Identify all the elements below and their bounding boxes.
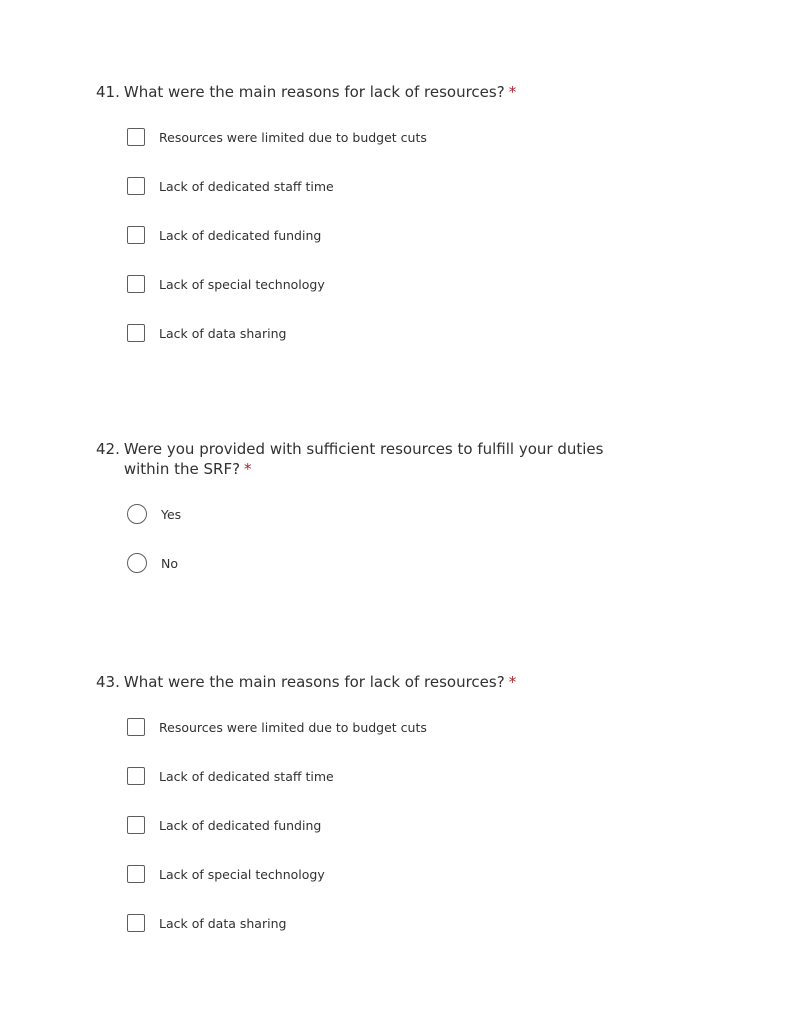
radio-button[interactable] — [127, 504, 147, 524]
question-title — [96, 82, 636, 102]
checkbox-group — [96, 127, 636, 343]
option-label: Lack of data sharing — [159, 915, 287, 931]
checkbox-group — [96, 717, 636, 933]
checkbox-option-budget-cuts[interactable] — [127, 127, 636, 147]
option-label: Lack of data sharing — [159, 325, 287, 341]
option-label: Yes — [161, 506, 182, 522]
checkbox-option-data-sharing[interactable] — [127, 323, 636, 343]
question-42 — [96, 439, 636, 573]
question-text: Were you provided with sufficient resources to fulfill your duties within the SRF? — [123, 440, 604, 478]
question-text: What were the main reasons for lack of resources? — [123, 673, 505, 691]
option-label: Resources were limited due to budget cuts — [159, 719, 427, 735]
question-title — [96, 439, 636, 479]
checkbox-option-technology[interactable] — [127, 274, 636, 294]
option-label: Lack of dedicated funding — [159, 817, 322, 833]
option-label: Lack of dedicated funding — [159, 227, 322, 243]
checkbox[interactable] — [127, 226, 145, 244]
checkbox[interactable] — [127, 177, 145, 195]
question-title — [96, 672, 636, 692]
option-label: Lack of special technology — [159, 866, 325, 882]
question-number: 42. — [96, 440, 120, 458]
required-indicator: * — [508, 83, 517, 101]
required-indicator: * — [508, 673, 517, 691]
checkbox-option-technology[interactable] — [127, 864, 636, 884]
checkbox[interactable] — [127, 275, 145, 293]
option-label: Lack of dedicated staff time — [159, 178, 334, 194]
checkbox[interactable] — [127, 816, 145, 834]
checkbox-option-funding[interactable] — [127, 225, 636, 245]
question-text: What were the main reasons for lack of resources? — [123, 83, 505, 101]
option-label: No — [161, 555, 178, 571]
checkbox-option-staff-time[interactable] — [127, 766, 636, 786]
checkbox-option-data-sharing[interactable] — [127, 913, 636, 933]
required-indicator: * — [244, 460, 252, 478]
checkbox-option-staff-time[interactable] — [127, 176, 636, 196]
question-41 — [96, 82, 636, 343]
checkbox-option-budget-cuts[interactable] — [127, 717, 636, 737]
checkbox[interactable] — [127, 914, 145, 932]
radio-group — [96, 504, 636, 573]
checkbox[interactable] — [127, 324, 145, 342]
option-label: Lack of dedicated staff time — [159, 768, 334, 784]
option-label: Resources were limited due to budget cuts — [159, 129, 427, 145]
checkbox[interactable] — [127, 865, 145, 883]
radio-option-yes[interactable] — [127, 504, 636, 524]
checkbox[interactable] — [127, 718, 145, 736]
question-number: 43. — [96, 673, 120, 691]
checkbox[interactable] — [127, 767, 145, 785]
radio-option-no[interactable] — [127, 553, 636, 573]
question-43 — [96, 672, 636, 933]
option-label: Lack of special technology — [159, 276, 325, 292]
question-number: 41. — [96, 83, 120, 101]
checkbox-option-funding[interactable] — [127, 815, 636, 835]
checkbox[interactable] — [127, 128, 145, 146]
radio-button[interactable] — [127, 553, 147, 573]
